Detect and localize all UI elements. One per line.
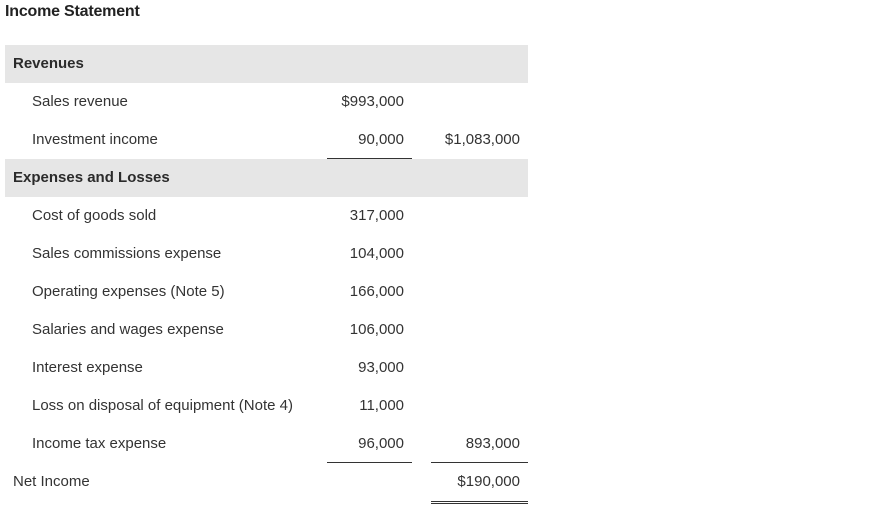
line-item-label: Income tax expense: [32, 435, 167, 452]
line-item-label: Investment income: [32, 131, 158, 148]
line-item-label: Loss on disposal of equipment (Note 4): [32, 397, 293, 414]
line-item-operating-expenses: [5, 273, 528, 311]
net-income-amount: $190,000: [431, 463, 528, 504]
line-item-amount: 106,000: [349, 321, 404, 338]
line-item-amount: 317,000: [349, 207, 404, 224]
section-header-revenues: [5, 45, 528, 83]
line-item-label: Sales revenue: [32, 93, 128, 110]
line-item-label: Interest expense: [32, 359, 143, 376]
line-item-amount: 166,000: [349, 283, 404, 300]
statement-title: Income Statement: [5, 3, 140, 20]
line-item-amount: 104,000: [349, 245, 404, 262]
revenues-total: $1,083,000: [444, 131, 520, 148]
line-item-cost-of-goods-sold: [5, 197, 528, 235]
net-income-label: Net Income: [13, 473, 90, 490]
line-item-amount: 96,000: [327, 425, 412, 463]
line-item-sales-revenue: [5, 83, 528, 121]
section-header-expenses: [5, 159, 528, 197]
line-item-amount: 93,000: [358, 359, 404, 376]
line-item-label: Operating expenses (Note 5): [32, 283, 225, 300]
expenses-total: 893,000: [431, 425, 528, 463]
line-item-label: Cost of goods sold: [32, 207, 157, 224]
line-item-interest-expense: [5, 349, 528, 387]
line-item-salaries-and-wages: [5, 311, 528, 349]
line-item-loss-on-disposal: [5, 387, 528, 425]
line-item-sales-commissions: [5, 235, 528, 273]
line-item-label: Salaries and wages expense: [32, 321, 224, 338]
line-item-amount: 11,000: [359, 397, 404, 414]
line-item-label: Sales commissions expense: [32, 245, 222, 262]
line-item-amount: $993,000: [341, 93, 404, 110]
line-item-income-tax-expense: [5, 425, 528, 463]
section-heading: Revenues: [13, 55, 84, 72]
section-heading: Expenses and Losses: [13, 169, 170, 186]
income-statement-table: [5, 45, 528, 501]
line-item-amount: 90,000: [327, 121, 412, 159]
line-item-investment-income: [5, 121, 528, 159]
net-income-row: [5, 463, 528, 501]
